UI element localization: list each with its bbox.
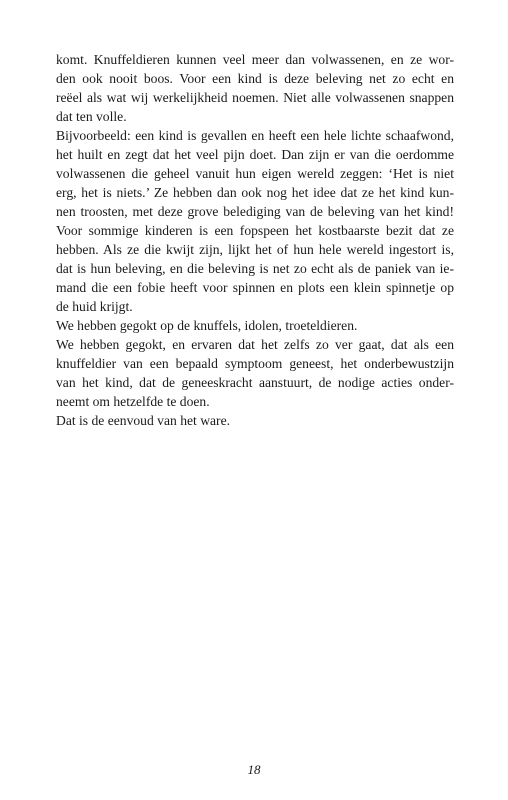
text-line: komt. Knuffeldieren kunnen veel meer dan volwassenen, en ze wor-: [56, 52, 454, 67]
text-line: Voor sommige kinderen is een fopspeen het kostbaarste bezit dat ze: [56, 223, 454, 238]
text-line: erg, het is niets.’ Ze hebben dan ook nog het idee dat ze het kind kun-: [56, 185, 454, 200]
text-line: volwassenen die geheel vanuit hun eigen wereld zeggen: ‘Het is niet: [56, 166, 454, 181]
text-line: We hebben gegokt op de knuffels, idolen, troeteldieren.: [56, 318, 358, 333]
text-line: neemt om hetzelfde te doen.: [56, 394, 210, 409]
text-line: dat ten volle.: [56, 109, 127, 124]
text-line: hebben. Als ze die kwijt zijn, lijkt het of hun hele wereld ingestort is,: [56, 242, 454, 257]
body-text: [56, 50, 454, 430]
text-line: We hebben gegokt, en ervaren dat het zelfs zo ver gaat, dat als een: [56, 337, 454, 352]
text-line: van het kind, dat de geneeskracht aanstuurt, de nodige acties onder-: [56, 375, 454, 390]
text-line: Bijvoorbeeld: een kind is gevallen en heeft een hele lichte schaafwond,: [56, 128, 454, 143]
text-line: reëel als wat wij werkelijkheid noemen. Niet alle volwassenen snappen: [56, 90, 454, 105]
text-line: den ook nooit boos. Voor een kind is deze beleving net zo echt en: [56, 71, 454, 86]
text-line: nen troosten, met deze grove belediging van de beleving van het kind!: [56, 204, 454, 219]
text-line: de huid krijgt.: [56, 299, 133, 314]
page-number: 18: [247, 762, 261, 777]
text-line: Dat is de eenvoud van het ware.: [56, 413, 231, 428]
text-line: dat is hun beleving, en die beleving is net zo echt als de paniek van ie-: [56, 261, 454, 276]
text-line: het huilt en zegt dat het veel pijn doet. Dan zijn er van die oerdomme: [56, 147, 454, 162]
text-line: knuffeldier van een bepaald symptoom geneest, het onderbewustzijn: [56, 356, 454, 371]
text-line: mand die een fobie heeft voor spinnen en plots een klein spinnetje op: [56, 280, 454, 295]
